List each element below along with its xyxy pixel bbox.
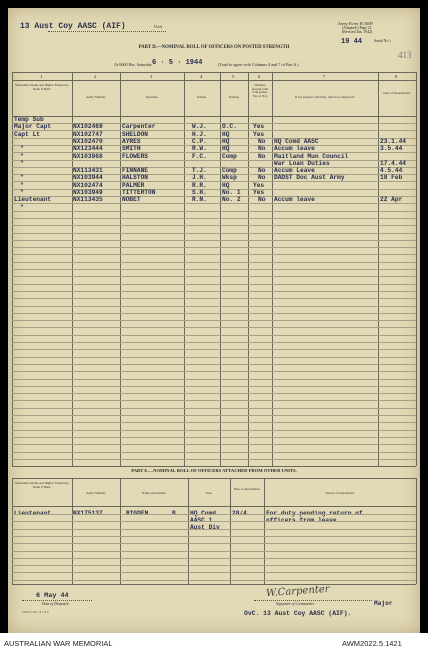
initials-cell: T.J. bbox=[192, 167, 207, 175]
present-cell: No bbox=[258, 145, 266, 153]
posting-cell: Comp bbox=[222, 152, 237, 160]
employment-cell: Accum leave bbox=[274, 196, 315, 204]
surname-cell: AYRES bbox=[122, 137, 141, 145]
ruled-line bbox=[12, 298, 416, 299]
ruled-line bbox=[12, 364, 416, 365]
ruled-line bbox=[12, 551, 416, 552]
ruled-line bbox=[12, 291, 416, 292]
ruled-line bbox=[12, 543, 416, 544]
army-number-cell: NX113435 bbox=[73, 196, 103, 204]
posting-cell: O.C. bbox=[222, 123, 237, 131]
ruled-line bbox=[12, 393, 416, 394]
ruled-line bbox=[12, 284, 416, 285]
part-d-title: PART D.—NOMINAL ROLL OF OFFICERS ON POSTED STRENGTH bbox=[138, 45, 290, 50]
serial-number: 413 bbox=[398, 50, 412, 60]
initials-cell: S.H. bbox=[192, 189, 207, 196]
ruled-line bbox=[12, 514, 416, 515]
ruled-line bbox=[12, 386, 416, 387]
present-cell: No bbox=[258, 174, 266, 182]
army-number-cell: NX113431 bbox=[73, 167, 103, 175]
form-note-1: (Adapted) (Page 2) bbox=[342, 26, 372, 30]
ruled-line bbox=[12, 218, 416, 219]
ruled-line bbox=[12, 444, 416, 445]
ruled-line bbox=[12, 529, 416, 530]
col-header-army-number: Army Number. bbox=[86, 95, 106, 99]
form-note-2: (Revised Jan. 1942) bbox=[342, 30, 373, 34]
ruled-line bbox=[12, 233, 416, 234]
army-number-cell: NX103968 bbox=[73, 152, 103, 160]
ruled-line bbox=[12, 327, 416, 328]
ruled-line bbox=[12, 459, 416, 460]
rank-cell: Major Capt bbox=[14, 123, 52, 131]
e-header-name: Name and Initials. bbox=[141, 491, 167, 495]
initials-cell: W.J. bbox=[192, 123, 207, 131]
ruled-line bbox=[12, 558, 416, 559]
ruled-line bbox=[12, 349, 416, 350]
col-header-detachment-date: Date of Detachment. bbox=[383, 91, 411, 95]
surname-cell: PALMER bbox=[122, 181, 145, 189]
roll-date: 6 · 5 · 1944 bbox=[152, 59, 203, 67]
col-num-1: 1 bbox=[40, 74, 43, 79]
e-header-nature: Nature of Attachment. bbox=[325, 491, 355, 495]
form-year: 19 44 bbox=[341, 38, 363, 46]
ruled-line bbox=[12, 422, 416, 423]
initials-cell: R.W. bbox=[192, 145, 207, 153]
ruled-line bbox=[12, 247, 416, 248]
initials-cell: C.P. bbox=[192, 137, 207, 145]
document-page bbox=[8, 8, 420, 633]
ruled-line bbox=[12, 437, 416, 438]
rank-cell: " bbox=[20, 152, 24, 160]
e-nature-2: officers from leave. bbox=[266, 517, 341, 524]
rank-cell: Lieutenant bbox=[14, 196, 52, 204]
posting-cell: HQ bbox=[222, 137, 230, 145]
ruled-line bbox=[12, 565, 416, 566]
ruled-line bbox=[12, 521, 416, 522]
rank-cell: " bbox=[20, 174, 24, 182]
unit-label: Unit bbox=[154, 24, 163, 29]
col-header-rank: Substantive Rank and Higher Temporary Rank if Held. bbox=[15, 83, 69, 91]
rank-cell: Capt Lt bbox=[14, 130, 40, 138]
e-nature-1: For duty pending return of bbox=[266, 510, 363, 517]
ruled-line bbox=[12, 415, 416, 416]
ruled-line bbox=[12, 320, 416, 321]
part-e-title: PART E.—NOMINAL ROLL OF OFFICERS ATTACHED FROM OTHER UNITS. bbox=[131, 468, 297, 473]
ruled-line bbox=[12, 240, 416, 241]
ruled-line bbox=[12, 536, 416, 537]
e-header-unit: Unit. bbox=[205, 491, 213, 495]
present-cell: No bbox=[258, 196, 266, 204]
col-num-3: 3 bbox=[150, 74, 153, 79]
ruled-line bbox=[12, 269, 416, 270]
employment-cell: Accum leave bbox=[274, 145, 315, 153]
rank-cell: " bbox=[20, 203, 24, 211]
col-num-4: 4 bbox=[200, 74, 203, 79]
army-number-cell: NX102474 bbox=[73, 181, 103, 189]
posting-cell: No. 1 bbox=[222, 189, 241, 196]
army-number-cell: NX103944 bbox=[73, 174, 103, 182]
initials-cell: F.C. bbox=[192, 152, 207, 160]
e-header-rank: Substantive Rank and Higher Temporary Rank if Held. bbox=[15, 481, 69, 489]
col-num-8: 8 bbox=[395, 74, 398, 79]
rank-cell: " bbox=[20, 189, 24, 196]
posting-cell: HQ bbox=[222, 145, 230, 153]
army-number-cell: NX103949 bbox=[73, 189, 103, 196]
ruled-line bbox=[12, 335, 416, 336]
initials-cell: R.N. bbox=[192, 196, 207, 204]
archive-footer bbox=[0, 633, 428, 653]
present-cell: Yes bbox=[253, 189, 265, 196]
surname-cell: FINNANE bbox=[122, 167, 148, 175]
employment-cell: Accum Leave bbox=[274, 167, 315, 175]
present-cell: No bbox=[258, 137, 266, 145]
ruled-line bbox=[12, 430, 416, 431]
col-num-5: 5 bbox=[232, 74, 235, 79]
col-header-surname: Surname. bbox=[145, 95, 159, 99]
commander-unit: OvC. 13 Aust Coy AASC (AIF). bbox=[244, 610, 352, 617]
e-unit-2: AASC 1 bbox=[190, 517, 213, 524]
serial-label: Serial No.) bbox=[374, 39, 391, 43]
col-num-6: 6 bbox=[258, 74, 261, 79]
e-initials: B. bbox=[172, 510, 180, 517]
signature-label: Signature of Commander bbox=[276, 602, 315, 606]
col-num-2: 2 bbox=[94, 74, 97, 79]
present-cell: No bbox=[258, 152, 266, 160]
posting-cell: HQ bbox=[222, 130, 230, 138]
surname-cell: FLOWERS bbox=[122, 152, 148, 160]
ruled-line bbox=[12, 342, 416, 343]
ruled-line bbox=[12, 211, 416, 212]
ruled-line bbox=[12, 262, 416, 263]
ruled-line bbox=[12, 254, 416, 255]
ruled-line bbox=[12, 379, 416, 380]
ruled-line bbox=[12, 306, 416, 307]
employment-cell: Maitland Mun Council bbox=[274, 152, 349, 160]
initials-cell: R.R. bbox=[192, 181, 207, 189]
col-header-posting: Posting. bbox=[228, 95, 240, 99]
posting-cell: No. 2 bbox=[222, 196, 241, 204]
ruled-line bbox=[12, 371, 416, 372]
surname-cell: TITTERTON bbox=[122, 189, 156, 196]
commander-rank: Major bbox=[374, 600, 393, 607]
surname-cell: Carpenter bbox=[122, 123, 156, 131]
detachment-date-cell: 23.1.44 bbox=[380, 137, 406, 145]
army-number-cell: NX102469 bbox=[73, 123, 103, 131]
rank-cell: " bbox=[20, 159, 24, 167]
detachment-date-cell: 4.5.44 bbox=[380, 167, 403, 175]
initials-cell: J.H. bbox=[192, 174, 207, 182]
col-header-employed: If not present with Unit, state how employed. bbox=[295, 95, 355, 99]
ruled-line bbox=[12, 400, 416, 401]
army-number-cell: NX102470 bbox=[73, 137, 103, 145]
e-army-number: NX175137 bbox=[73, 510, 103, 517]
print-note: 2409-Form 7-41 N.P. bbox=[22, 610, 50, 614]
e-unit-3: Aust Div bbox=[190, 524, 220, 531]
ruled-line bbox=[12, 313, 416, 314]
e-header-date: Date of Attachment. bbox=[233, 487, 261, 491]
employment-cell: HQ Comd AASC bbox=[274, 137, 319, 145]
ruled-line bbox=[12, 580, 416, 581]
detachment-date-cell: 22 Apr bbox=[380, 196, 403, 204]
e-name: RIGDEN bbox=[126, 510, 149, 517]
e-rank: Lieutenant bbox=[14, 510, 52, 517]
ruled-line bbox=[12, 572, 416, 573]
col-header-present: Whether present with Unit (insert Yes or No) bbox=[251, 83, 269, 98]
employment-cell: DADST Doc Aust Army bbox=[274, 174, 345, 182]
dispatch-label: Date of Despatch bbox=[42, 602, 69, 606]
dispatch-date: 6 May 44 bbox=[36, 592, 69, 600]
posting-cell: HQ bbox=[222, 181, 230, 189]
detachment-date-cell: 17.4.44 bbox=[380, 159, 406, 167]
employment-cell: War Loan Duties bbox=[274, 159, 330, 167]
rank-cell: " bbox=[20, 181, 24, 189]
e-date: 28/4 bbox=[232, 510, 247, 517]
surname-cell: SMITH bbox=[122, 145, 141, 153]
surname-cell: NOBET bbox=[122, 196, 141, 204]
col-header-initials: Initials. bbox=[197, 95, 207, 99]
total-note: (Total to agree with Columns 4 and 7 of Part A.) bbox=[218, 62, 299, 67]
unit-underline bbox=[48, 31, 166, 32]
army-number-cell: NX123444 bbox=[73, 145, 103, 153]
detachment-date-cell: 3.5.44 bbox=[380, 145, 403, 153]
present-cell: Yes bbox=[253, 181, 265, 189]
detachment-date-cell: 18 Feb bbox=[380, 174, 403, 182]
unit-name: 13 Aust Coy AASC (AIF) bbox=[20, 22, 126, 31]
posting-cell: Wksp bbox=[222, 174, 237, 182]
present-cell: Yes bbox=[253, 130, 265, 138]
ruled-line bbox=[12, 357, 416, 358]
army-number-cell: NX102747 bbox=[73, 130, 103, 138]
ruled-line bbox=[12, 276, 416, 277]
footer-accession: AWM2022.5.1421 bbox=[342, 639, 402, 648]
ruled-line bbox=[12, 452, 416, 453]
e-header-army-number: Army Number. bbox=[86, 491, 106, 495]
surname-cell: HALSTON bbox=[122, 174, 148, 182]
at-prefix: At 0600 Hrs. Saturday bbox=[114, 62, 152, 67]
posting-cell: Comp bbox=[222, 167, 237, 175]
ruled-line bbox=[12, 225, 416, 226]
footer-institution: AUSTRALIAN WAR MEMORIAL bbox=[4, 639, 113, 648]
e-unit-1: HQ Comd bbox=[190, 510, 216, 517]
rank-cell: " bbox=[20, 145, 24, 153]
commander-signature: W.Carpenter bbox=[265, 583, 330, 600]
ruled-line bbox=[12, 408, 416, 409]
surname-cell: SHELDON bbox=[122, 130, 148, 138]
initials-cell: H.J. bbox=[192, 130, 207, 138]
present-cell: Yes bbox=[253, 123, 265, 131]
form-id: Army Form W.3009 bbox=[338, 21, 373, 26]
rank-cell: Temp Sub bbox=[14, 116, 44, 123]
col-num-7: 7 bbox=[323, 74, 326, 79]
present-cell: No bbox=[258, 167, 266, 175]
